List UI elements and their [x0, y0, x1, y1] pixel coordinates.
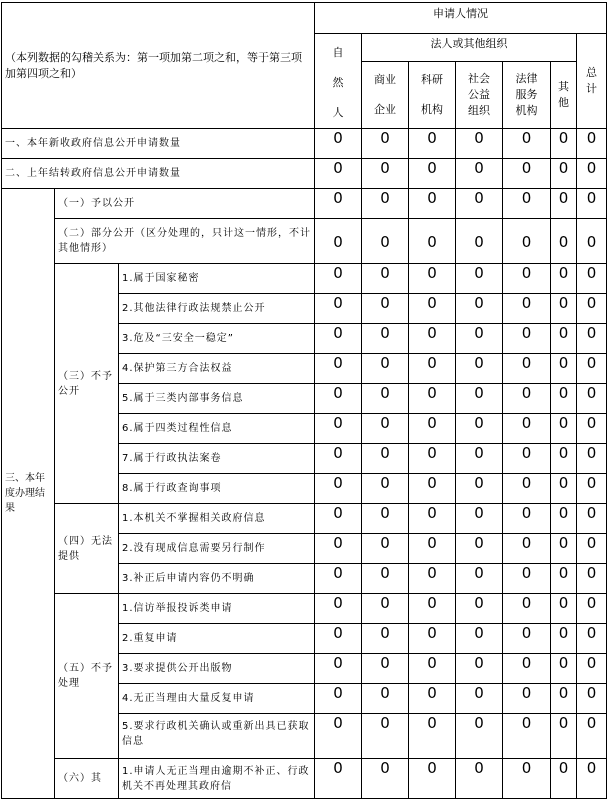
value-cell: 0	[577, 324, 607, 354]
value-cell: 0	[551, 594, 577, 624]
table-row	[2, 159, 607, 189]
value-cell: 0	[362, 354, 409, 384]
value-cell: 0	[409, 474, 456, 504]
value-cell: 0	[315, 714, 362, 759]
value-cell: 0	[456, 189, 503, 219]
item-label: 1.本机关不掌握相关政府信息	[119, 504, 315, 534]
item-label: 1.属于国家秘密	[119, 264, 315, 294]
value-cell: 0	[315, 354, 362, 384]
value-cell: 0	[409, 384, 456, 414]
value-cell: 0	[315, 504, 362, 534]
table-row	[2, 189, 607, 219]
value-cell: 0	[503, 159, 551, 189]
legal-service-label: 法律服务机构	[515, 72, 538, 117]
value-cell: 0	[551, 189, 577, 219]
value-cell: 0	[315, 264, 362, 294]
value-cell: 0	[503, 129, 551, 159]
value-cell: 0	[456, 384, 503, 414]
relationship-note	[2, 3, 315, 129]
value-cell: 0	[409, 684, 456, 714]
value-cell: 0	[315, 414, 362, 444]
value-cell: 0	[551, 474, 577, 504]
legal-service-header	[503, 62, 551, 129]
value-cell: 0	[456, 444, 503, 474]
value-cell: 0	[362, 384, 409, 414]
item-label: 3.补正后申请内容仍不明确	[119, 564, 315, 594]
value-cell: 0	[577, 414, 607, 444]
value-cell: 0	[409, 414, 456, 444]
value-cell: 0	[409, 444, 456, 474]
value-cell: 0	[362, 264, 409, 294]
disclosed-label: （一）予以公开	[55, 189, 315, 219]
value-cell: 0	[456, 534, 503, 564]
value-cell: 0	[409, 159, 456, 189]
carried-over-label: 二、上年结转政府信息公开申请数量	[2, 159, 315, 189]
item-label: 3.危及“三安全一稳定”	[119, 324, 315, 354]
value-cell: 0	[315, 534, 362, 564]
table-row	[2, 219, 607, 264]
value-cell: 0	[362, 474, 409, 504]
legal-person-group-header: 法人或其他组织	[362, 34, 577, 62]
social-welfare-label: 社会公益组织	[468, 72, 491, 117]
value-cell: 0	[362, 414, 409, 444]
value-cell: 0	[315, 759, 362, 799]
value-cell: 0	[551, 624, 577, 654]
item-label: 6.属于四类过程性信息	[119, 414, 315, 444]
applicant-situation-header: 申请人情况	[315, 3, 607, 34]
value-cell: 0	[577, 264, 607, 294]
value-cell: 0	[315, 129, 362, 159]
value-cell: 0	[315, 654, 362, 684]
item-label: 2.其他法律行政法规禁止公开	[119, 294, 315, 324]
value-cell: 0	[551, 414, 577, 444]
value-cell: 0	[503, 324, 551, 354]
value-cell: 0	[456, 564, 503, 594]
value-cell: 0	[503, 474, 551, 504]
item-label: 7.属于行政执法案卷	[119, 444, 315, 474]
value-cell: 0	[409, 534, 456, 564]
value-cell: 0	[456, 759, 503, 799]
value-cell: 0	[551, 129, 577, 159]
not-processed-label: （五）不予处理	[55, 594, 119, 759]
value-cell: 0	[503, 264, 551, 294]
value-cell: 0	[551, 444, 577, 474]
value-cell: 0	[362, 654, 409, 684]
value-cell: 0	[551, 354, 577, 384]
value-cell: 0	[503, 759, 551, 799]
value-cell: 0	[577, 624, 607, 654]
value-cell: 0	[456, 474, 503, 504]
value-cell: 0	[456, 159, 503, 189]
value-cell: 0	[503, 534, 551, 564]
value-cell: 0	[577, 759, 607, 799]
partially-disclosed-label: （二）部分公开（区分处理的，只计这一情形，不计其他情形）	[55, 219, 315, 264]
value-cell: 0	[362, 294, 409, 324]
value-cell: 0	[409, 294, 456, 324]
value-cell: 0	[456, 294, 503, 324]
value-cell: 0	[315, 444, 362, 474]
value-cell: 0	[362, 159, 409, 189]
not-disclosed-label: （三）不予公开	[55, 264, 119, 504]
item-label: 4.无正当理由大量反复申请	[119, 684, 315, 714]
value-cell: 0	[503, 684, 551, 714]
other-label: 其他	[558, 80, 570, 109]
value-cell: 0	[577, 504, 607, 534]
value-cell: 0	[577, 594, 607, 624]
value-cell: 0	[409, 564, 456, 594]
value-cell: 0	[315, 324, 362, 354]
social-welfare-header	[456, 62, 503, 129]
value-cell: 0	[362, 564, 409, 594]
item-label: 1.申请人无正当理由逾期不补正、行政机关不再处理其政府信	[119, 759, 315, 799]
table-row	[2, 759, 607, 799]
value-cell: 0	[577, 129, 607, 159]
value-cell: 0	[409, 324, 456, 354]
value-cell: 0	[409, 219, 456, 264]
value-cell: 0	[577, 384, 607, 414]
value-cell: 0	[409, 654, 456, 684]
value-cell: 0	[315, 294, 362, 324]
value-cell: 0	[456, 714, 503, 759]
value-cell: 0	[409, 714, 456, 759]
value-cell: 0	[503, 384, 551, 414]
results-section-label: 三、本年度办理结果	[2, 189, 55, 799]
value-cell: 0	[503, 714, 551, 759]
value-cell: 0	[409, 594, 456, 624]
item-label: 5.属于三类内部事务信息	[119, 384, 315, 414]
total-header	[577, 34, 607, 129]
value-cell: 0	[362, 684, 409, 714]
unable-to-provide-label: （四）无法提供	[55, 504, 119, 594]
value-cell: 0	[362, 219, 409, 264]
value-cell: 0	[577, 534, 607, 564]
value-cell: 0	[456, 624, 503, 654]
value-cell: 0	[551, 714, 577, 759]
value-cell: 0	[577, 189, 607, 219]
value-cell: 0	[503, 624, 551, 654]
value-cell: 0	[456, 219, 503, 264]
natural-person-label: 自然人	[332, 46, 344, 119]
item-label: 2.没有现成信息需要另行制作	[119, 534, 315, 564]
value-cell: 0	[315, 684, 362, 714]
other-header	[551, 62, 577, 129]
table-row	[2, 129, 607, 159]
value-cell: 0	[577, 714, 607, 759]
value-cell: 0	[577, 684, 607, 714]
value-cell: 0	[362, 504, 409, 534]
value-cell: 0	[315, 189, 362, 219]
value-cell: 0	[503, 654, 551, 684]
value-cell: 0	[551, 159, 577, 189]
item-label: 5.要求行政机关确认或重新出具已获取信息	[119, 714, 315, 759]
value-cell: 0	[577, 219, 607, 264]
value-cell: 0	[456, 324, 503, 354]
value-cell: 0	[409, 129, 456, 159]
value-cell: 0	[551, 219, 577, 264]
value-cell: 0	[362, 444, 409, 474]
value-cell: 0	[503, 354, 551, 384]
commercial-header	[362, 62, 409, 129]
value-cell: 0	[456, 354, 503, 384]
value-cell: 0	[503, 564, 551, 594]
value-cell: 0	[577, 474, 607, 504]
value-cell: 0	[362, 714, 409, 759]
research-label: 科研机构	[421, 73, 444, 116]
relationship-note-text: （本列数据的勾稽关系为：第一项加第二项之和，等于第三项加第四项之和）	[5, 50, 302, 80]
value-cell: 0	[503, 594, 551, 624]
other-handling-label: （六）其	[55, 759, 119, 799]
value-cell: 0	[409, 504, 456, 534]
value-cell: 0	[456, 414, 503, 444]
value-cell: 0	[315, 564, 362, 594]
value-cell: 0	[577, 159, 607, 189]
value-cell: 0	[409, 759, 456, 799]
natural-person-header	[315, 34, 362, 129]
value-cell: 0	[503, 189, 551, 219]
research-header	[409, 62, 456, 129]
value-cell: 0	[315, 159, 362, 189]
value-cell: 0	[315, 624, 362, 654]
value-cell: 0	[551, 534, 577, 564]
value-cell: 0	[551, 684, 577, 714]
value-cell: 0	[577, 654, 607, 684]
value-cell: 0	[315, 384, 362, 414]
value-cell: 0	[456, 654, 503, 684]
value-cell: 0	[409, 264, 456, 294]
value-cell: 0	[315, 474, 362, 504]
value-cell: 0	[577, 444, 607, 474]
value-cell: 0	[503, 219, 551, 264]
item-label: 2.重复申请	[119, 624, 315, 654]
value-cell: 0	[577, 294, 607, 324]
value-cell: 0	[577, 354, 607, 384]
value-cell: 0	[362, 594, 409, 624]
value-cell: 0	[551, 504, 577, 534]
value-cell: 0	[409, 189, 456, 219]
value-cell: 0	[551, 324, 577, 354]
commercial-label: 商业企业	[374, 73, 397, 116]
new-applications-label: 一、本年新收政府信息公开申请数量	[2, 129, 315, 159]
value-cell: 0	[551, 564, 577, 594]
value-cell: 0	[551, 759, 577, 799]
value-cell: 0	[362, 189, 409, 219]
item-label: 8.属于行政查询事项	[119, 474, 315, 504]
value-cell: 0	[577, 564, 607, 594]
value-cell: 0	[503, 504, 551, 534]
value-cell: 0	[456, 594, 503, 624]
total-label: 总计	[586, 66, 598, 95]
value-cell: 0	[362, 624, 409, 654]
table-row	[2, 594, 607, 624]
value-cell: 0	[362, 534, 409, 564]
value-cell: 0	[503, 444, 551, 474]
value-cell: 0	[315, 594, 362, 624]
value-cell: 0	[362, 759, 409, 799]
value-cell: 0	[456, 264, 503, 294]
value-cell: 0	[315, 219, 362, 264]
value-cell: 0	[456, 684, 503, 714]
item-label: 4.保护第三方合法权益	[119, 354, 315, 384]
value-cell: 0	[362, 324, 409, 354]
value-cell: 0	[503, 294, 551, 324]
value-cell: 0	[503, 414, 551, 444]
value-cell: 0	[409, 354, 456, 384]
value-cell: 0	[551, 654, 577, 684]
value-cell: 0	[551, 264, 577, 294]
value-cell: 0	[551, 384, 577, 414]
item-label: 3.要求提供公开出版物	[119, 654, 315, 684]
table-row	[2, 504, 607, 534]
value-cell: 0	[362, 129, 409, 159]
value-cell: 0	[409, 624, 456, 654]
table-row	[2, 264, 607, 294]
value-cell: 0	[456, 129, 503, 159]
item-label: 1.信访举报投诉类申请	[119, 594, 315, 624]
gov-info-disclosure-table	[1, 2, 607, 799]
value-cell: 0	[551, 294, 577, 324]
value-cell: 0	[456, 504, 503, 534]
